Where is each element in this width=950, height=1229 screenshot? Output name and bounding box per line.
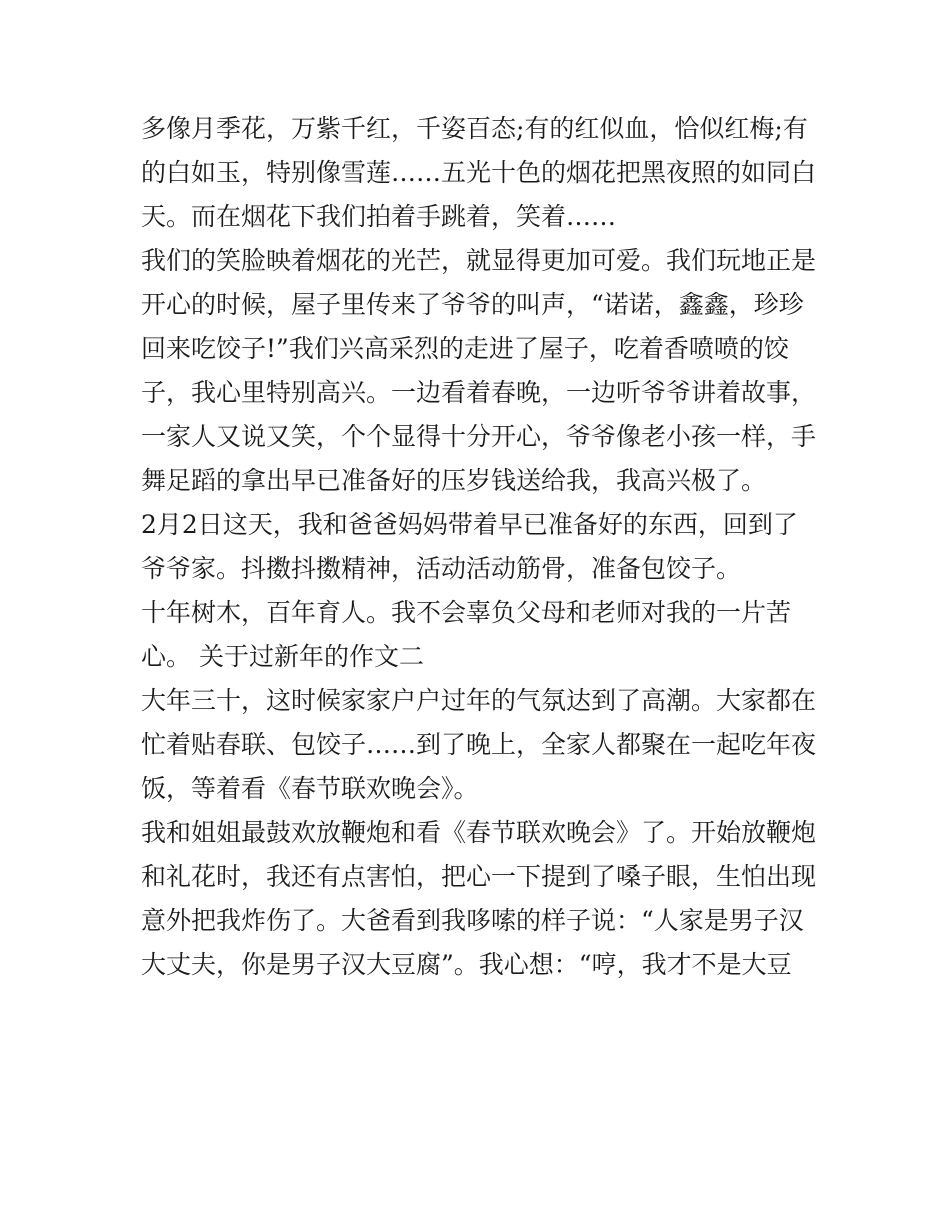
text-line: 2月2日这天，我和爸爸妈妈带着早已准备好的东西，回到了 bbox=[141, 510, 798, 539]
text-line: 爷爷家。抖擞抖擞精神，活动活动筋骨，准备包饺子。 bbox=[141, 554, 742, 583]
text-line: 回来吃饺子!”我们兴高采烈的走进了屋子，吃着香喷喷的饺 bbox=[141, 334, 789, 363]
text-line: 大丈夫，你是男子汉大豆腐”。我心想：“哼，我才不是大豆 bbox=[141, 950, 792, 979]
text-line: 意外把我炸伤了。大爸看到我哆嗦的样子说：“人家是男子汉 bbox=[141, 906, 804, 935]
text-line: 的白如玉，特别像雪莲……五光十色的烟花把黑夜照的如同白 bbox=[141, 158, 817, 187]
essay-body bbox=[141, 110, 831, 990]
text-line: 和礼花时，我还有点害怕，把心一下提到了嗓子眼，生怕出现 bbox=[141, 862, 817, 891]
text-line: 饭，等着看《春节联欢晚会》。 bbox=[141, 774, 479, 803]
section-heading-line: 心。 关于过新年的作文二 bbox=[141, 642, 424, 671]
text-line: 我和姐姐最鼓欢放鞭炮和看《春节联欢晚会》了。开始放鞭炮 bbox=[141, 818, 817, 847]
text-line: 天。而在烟花下我们拍着手跳着，笑着…… bbox=[141, 202, 617, 231]
text-line: 大年三十，这时候家家户户过年的气氛达到了高潮。大家都在 bbox=[141, 686, 817, 715]
text-line: 十年树木，百年育人。我不会辜负父母和老师对我的一片苦 bbox=[141, 598, 792, 627]
text-line: 一家人又说又笑，个个显得十分开心，爷爷像老小孩一样，手 bbox=[141, 422, 817, 451]
text-line: 舞足蹈的拿出早已准备好的压岁钱送给我，我高兴极了。 bbox=[141, 466, 767, 495]
text-line: 多像月季花，万紫千红，千姿百态;有的红似血，恰似红梅;有 bbox=[141, 114, 808, 143]
text-line: 子，我心里特别高兴。一边看着春晚，一边听爷爷讲着故事， bbox=[141, 378, 817, 407]
text-line: 开心的时候，屋子里传来了爷爷的叫声，“诺诺，鑫鑫，珍珍 bbox=[141, 290, 804, 319]
text-line: 我们的笑脸映着烟花的光芒，就显得更加可爱。我们玩地正是 bbox=[141, 246, 817, 275]
text-line: 忙着贴春联、包饺子……到了晚上，全家人都聚在一起吃年夜 bbox=[141, 730, 817, 759]
